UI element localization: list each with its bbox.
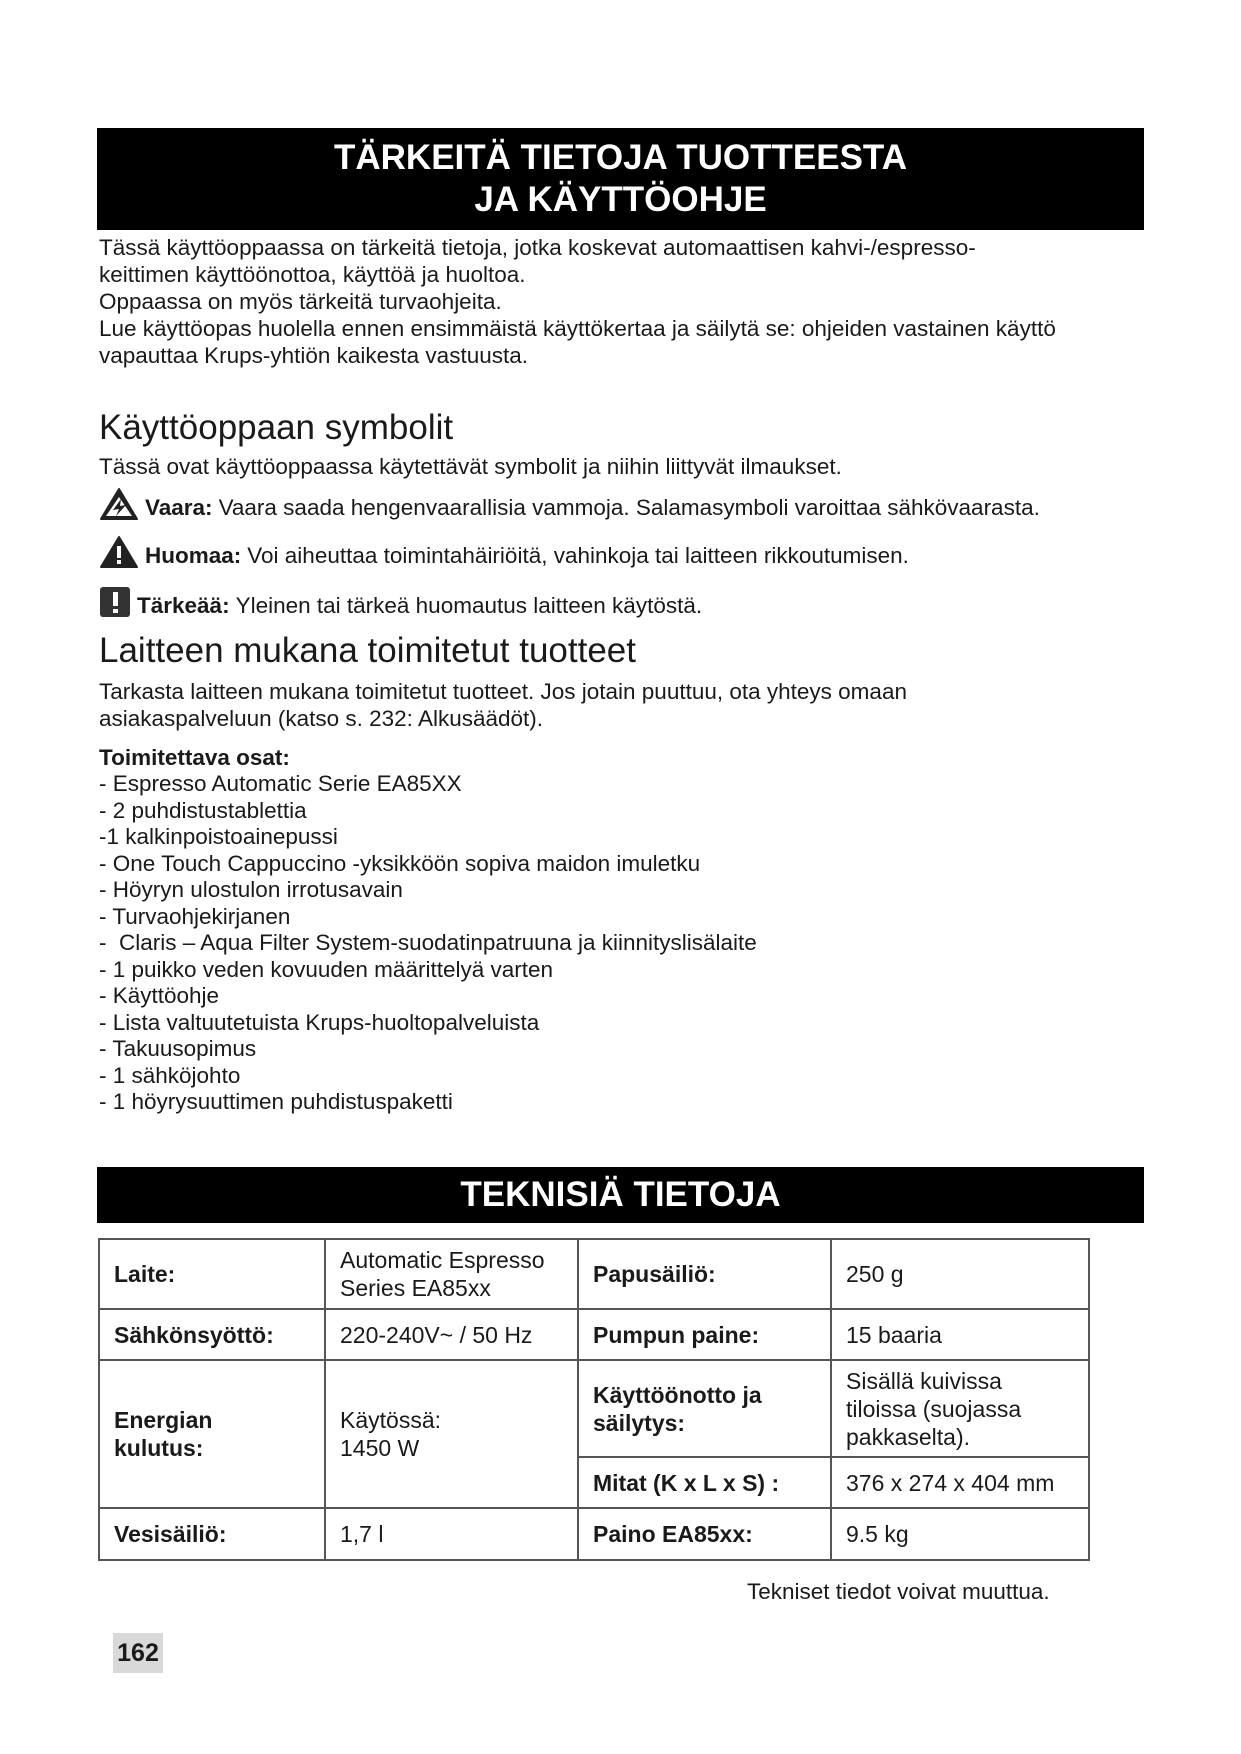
table-label: Sähkönsyöttö:: [99, 1309, 325, 1360]
value-line: Sisällä kuivissa: [846, 1367, 1002, 1394]
list-item: - One Touch Cappuccino -yksikköön sopiva maidon imuletku: [99, 850, 701, 876]
table-value: 15 baaria: [831, 1309, 1089, 1360]
value-line: pakkaselta).: [846, 1423, 971, 1450]
title-line-1: TÄRKEITÄ TIETOJA TUOTTEESTA: [334, 138, 907, 177]
symbol-text: Vaara saada hengenvaarallisia vammoja. Salamasymboli varoittaa sähkövaarasta.: [218, 494, 1040, 520]
symbol-item-caution: [99, 535, 909, 575]
table-label: [99, 1360, 325, 1508]
warning-triangle-icon: [99, 535, 139, 575]
value-line: Series EA85xx: [340, 1275, 491, 1301]
label-line: kulutus:: [114, 1435, 204, 1461]
label-line: Käyttöönotto ja: [593, 1381, 762, 1408]
intro-line: vapauttaa Krups-yhtiön kaikesta vastuusta.: [99, 343, 528, 368]
intro-line: Oppaassa on myös tärkeitä turvaohjeita.: [99, 289, 502, 314]
table-label: Vesisäiliö:: [99, 1508, 325, 1560]
list-item: - Espresso Automatic Serie EA85XX: [99, 771, 462, 796]
list-item: - Höyryn ulostulon irrotusavain: [99, 877, 403, 902]
table-label: [578, 1360, 831, 1457]
value-line: Automatic Espresso: [340, 1247, 545, 1273]
symbols-intro: Tässä ovat käyttöoppaassa käytettävät symbolit ja niihin liittyvät ilmaukset.: [99, 454, 842, 479]
table-value: [325, 1360, 578, 1508]
value-line: tiloissa (suojassa: [846, 1395, 1022, 1422]
intro-line: keittimen käyttöönottoa, käyttöä ja huoltoa.: [99, 262, 526, 287]
symbol-item-danger: [99, 487, 1040, 527]
exclamation-box-icon: [99, 586, 131, 624]
symbol-text: Voi aiheuttaa toimintahäiriöitä, vahinkoja tai laitteen rikkoutumisen.: [247, 542, 909, 568]
list-item: - 2 puhdistustablettia: [99, 797, 307, 823]
value-line: Käytössä:: [340, 1407, 441, 1433]
symbol-text: Yleinen tai tärkeä huomautus laitteen käytöstä.: [235, 592, 703, 618]
list-item: - 1 höyrysuuttimen puhdistuspaketti: [99, 1089, 453, 1114]
tech-note: Tekniset tiedot voivat muuttua.: [747, 1579, 1050, 1604]
value-line: 1450 W: [340, 1435, 420, 1461]
list-item: - Lista valtuutetuista Krups-huoltopalveluista: [99, 1009, 540, 1035]
intro-line: Tässä käyttöoppaassa on tärkeitä tietoja, jotka koskevat automaattisen kahvi-/espresso-: [99, 235, 976, 260]
table-label: Paino EA85xx:: [578, 1508, 831, 1560]
intro-paragraph: [99, 234, 1145, 369]
intro-line: Lue käyttöopas huolella ennen ensimmäistä käyttökertaa ja säilytä se: ohjeiden vastainen käyttö: [99, 316, 1056, 341]
table-value: 376 x 274 x 404 mm: [831, 1457, 1089, 1508]
table-label: Laite:: [99, 1239, 325, 1309]
table-row: [99, 1309, 1089, 1360]
list-item: - Takuusopimus: [99, 1036, 257, 1061]
table-value: 250 g: [831, 1239, 1089, 1309]
parts-title: Toimitettava osat:: [99, 745, 290, 770]
symbols-heading: Käyttöoppaan symbolit: [99, 408, 454, 447]
page-number: 162: [113, 1633, 163, 1673]
symbol-item-important: [99, 586, 702, 624]
list-item: - Käyttöohje: [99, 983, 220, 1008]
title-line-2: JA KÄYTTÖOHJE: [474, 180, 767, 219]
lightning-warning-icon: [99, 487, 139, 527]
table-row: [99, 1508, 1089, 1560]
table-value: 220-240V~ / 50 Hz: [325, 1309, 578, 1360]
list-item: - 1 puikko veden kovuuden määrittelyä varten: [99, 956, 554, 982]
label-line: säilytys:: [593, 1409, 686, 1436]
table-label: Mitat (K x L x S) :: [578, 1457, 831, 1508]
table-row: [99, 1239, 1089, 1309]
supplied-line: asiakaspalveluun (katso s. 232: Alkusäädöt).: [99, 706, 544, 731]
table-row: [99, 1360, 1089, 1457]
table-value: 9.5 kg: [831, 1508, 1089, 1560]
supplied-paragraph: [99, 678, 1089, 732]
title-banner: [97, 128, 1144, 230]
table-value: [325, 1239, 578, 1309]
list-item: - Turvaohjekirjanen: [99, 903, 291, 929]
table-value: [831, 1360, 1089, 1457]
parts-list: [99, 771, 757, 1116]
table-value: 1,7 l: [325, 1508, 578, 1560]
list-item: - 1 sähköjohto: [99, 1062, 241, 1088]
list-item: -1 kalkinpoistoainepussi: [99, 824, 338, 849]
supplied-heading: Laitteen mukana toimitetut tuotteet: [99, 631, 636, 670]
label-line: Energian: [114, 1407, 213, 1433]
tech-specs-table: [98, 1238, 1090, 1561]
symbol-label: Huomaa:: [145, 542, 242, 568]
table-label: Pumpun paine:: [578, 1309, 831, 1360]
supplied-line: Tarkasta laitteen mukana toimitetut tuotteet. Jos jotain puuttuu, ota yhteys omaan: [99, 679, 907, 704]
table-label: Papusäiliö:: [578, 1239, 831, 1309]
symbol-label: Vaara:: [145, 494, 213, 520]
list-item: - Claris – Aqua Filter System-suodatinpatruuna ja kiinnityslisälaite: [99, 930, 757, 955]
symbol-label: Tärkeää:: [137, 592, 230, 618]
tech-banner: TEKNISIÄ TIETOJA: [97, 1167, 1144, 1223]
